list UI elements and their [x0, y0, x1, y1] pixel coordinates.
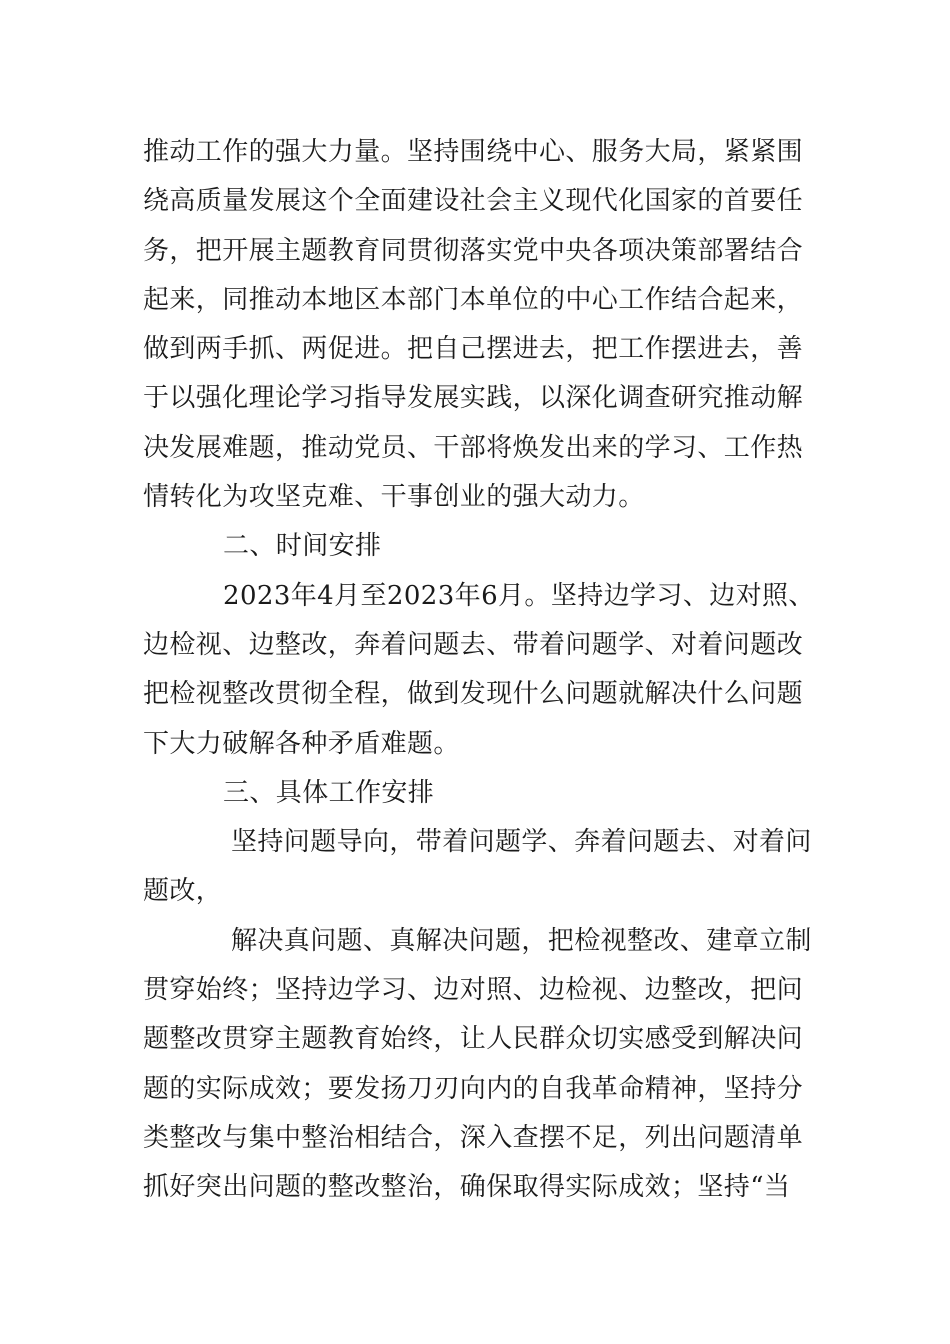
body-line: 题整改贯穿主题教育始终，让人民群众切实感受到解决问	[143, 1024, 804, 1055]
section-heading-schedule: 二、时间安排	[223, 531, 382, 562]
body-line: 边检视、边整改，奔着问题去、带着问题学、对着问题改	[143, 629, 804, 660]
body-line: 下大力破解各种矛盾难题。	[143, 728, 460, 759]
body-line: 贯穿始终；坚持边学习、边对照、边检视、边整改，把问	[143, 975, 804, 1006]
body-line: 做到两手抓、两促进。把自己摆进去，把工作摆进去，善	[143, 334, 804, 365]
body-line: 坚持问题导向，带着问题学、奔着问题去、对着问	[231, 827, 812, 858]
body-line: 务，把开展主题教育同贯彻落实党中央各项决策部署结合	[143, 235, 804, 266]
body-line: 起来，同推动本地区本部门本单位的中心工作结合起来，	[143, 284, 804, 315]
body-line: 类整改与集中整治相结合，深入查摆不足，列出问题清单	[143, 1122, 804, 1153]
document-body	[143, 128, 815, 1213]
body-line: 题的实际成效；要发扬刀刃向内的自我革命精神，坚持分	[143, 1073, 804, 1104]
body-line: 解决真问题、真解决问题，把检视整改、建章立制	[231, 925, 812, 956]
body-line: 于以强化理论学习指导发展实践，以深化调查研究推动解	[143, 383, 804, 414]
body-line: 抓好突出问题的整改整治，确保取得实际成效；坚持“当	[143, 1172, 791, 1203]
body-line: 情转化为攻坚克难、干事创业的强大动力。	[143, 482, 645, 513]
body-line: 2023年4月至2023年6月。坚持边学习、边对照、	[223, 580, 815, 611]
body-line: 绕高质量发展这个全面建设社会主义现代化国家的首要任	[143, 186, 804, 217]
section-heading-arrangements: 三、具体工作安排	[223, 777, 435, 808]
body-line: 推动工作的强大力量。坚持围绕中心、服务大局，紧紧围	[143, 137, 804, 167]
body-line: 把检视整改贯彻全程，做到发现什么问题就解决什么问题	[143, 679, 804, 710]
body-line: 决发展难题，推动党员、干部将焕发出来的学习、工作热	[143, 432, 804, 463]
body-line: 题改，	[143, 876, 223, 907]
